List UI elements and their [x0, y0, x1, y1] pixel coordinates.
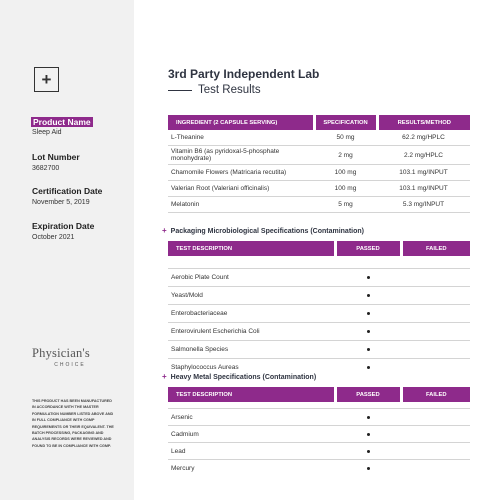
failed-cell	[401, 460, 470, 477]
table-row	[168, 304, 470, 322]
table-row	[168, 286, 470, 304]
test-description: Enterobacteriaceae	[168, 304, 335, 322]
brand-logo	[32, 346, 108, 368]
passed-bullet-icon	[367, 330, 370, 333]
passed-bullet-icon	[367, 450, 370, 453]
table-header-row	[168, 387, 470, 402]
table-row	[168, 130, 470, 146]
metal-section-title-text: Heavy Metal Specifications (Contamination)	[170, 374, 317, 381]
ingredient-spec: 2 mg	[314, 146, 377, 165]
failed-cell	[401, 304, 470, 322]
table-row	[168, 268, 470, 286]
col-header-test-description: TEST DESCRIPTION	[168, 387, 335, 402]
failed-cell	[401, 322, 470, 340]
passed-cell	[335, 409, 401, 426]
table-header-row	[168, 115, 470, 130]
plus-icon: +	[162, 372, 167, 381]
table-row	[168, 409, 470, 426]
passed-cell	[335, 426, 401, 443]
table-row	[168, 197, 470, 213]
table-row	[168, 460, 470, 477]
metal-section-title	[162, 372, 316, 381]
certification-date-value: November 5, 2019	[32, 199, 90, 206]
passed-bullet-icon	[367, 312, 370, 315]
test-description: Yeast/Mold	[168, 286, 335, 304]
ingredient-result: 103.1 mg/INPUT	[377, 165, 470, 181]
failed-cell	[401, 426, 470, 443]
ingredient-result: 103.1 mg/INPUT	[377, 181, 470, 197]
page-subtitle	[168, 84, 261, 96]
test-description: Enterovirulent Escherichia Coli	[168, 322, 335, 340]
table-row	[168, 443, 470, 460]
failed-cell	[401, 409, 470, 426]
passed-bullet-icon	[367, 433, 370, 436]
micro-section-title	[162, 226, 364, 235]
failed-cell	[401, 443, 470, 460]
compliance-fine-print: THIS PRODUCT HAS BEEN MANUFACTURED IN ACCORDANCE WITH THE MASTER FORMULATION NUMBER LISTED ABOVE AND IN FULL COMPLIANCE WITH CGMP REQUIREMENTS OR THEIR EQUIVALENT. THE BATCH PROCESSING, PACKAGING AND ANALYSIS RECORDS WERE REVIEWED AND FOUND TO BE IN COMPLIANCE WITH CGMP.	[32, 399, 114, 448]
page-subtitle-text: Test Results	[198, 84, 261, 96]
col-header-results: RESULTS/METHOD	[377, 115, 470, 130]
passed-bullet-icon	[367, 276, 370, 279]
ingredients-table	[168, 115, 470, 213]
expiration-date-label: Expiration Date	[32, 221, 95, 231]
passed-bullet-icon	[367, 416, 370, 419]
sidebar	[0, 0, 134, 500]
ingredient-name: L-Theanine	[168, 130, 314, 146]
logo-name: Physician's	[32, 346, 90, 360]
passed-bullet-icon	[367, 366, 370, 369]
test-description: Mercury	[171, 464, 195, 472]
table-row	[168, 340, 470, 358]
col-header-passed: PASSED	[335, 241, 401, 256]
passed-cell	[335, 268, 401, 286]
failed-cell	[401, 286, 470, 304]
failed-cell	[401, 268, 470, 286]
ingredient-spec: 100 mg	[314, 165, 377, 181]
col-header-failed: FAILED	[401, 387, 470, 402]
metal-table	[168, 387, 470, 477]
test-description: Staphylococcus Aureas	[171, 363, 239, 371]
passed-cell	[335, 460, 401, 477]
passed-bullet-icon	[367, 467, 370, 470]
test-description: Salmonella Species	[168, 340, 335, 358]
col-header-passed: PASSED	[335, 387, 401, 402]
ingredient-result: 62.2 mg/HPLC	[377, 130, 470, 146]
micro-table	[168, 241, 470, 376]
ingredient-name: Chamomile Flowers (Matricaria recutita)	[168, 165, 314, 181]
ingredient-name: Valerian Root (Valeriani officinalis)	[168, 181, 314, 197]
test-description: Lead	[168, 443, 335, 460]
passed-bullet-icon	[367, 294, 370, 297]
product-name-label: Product Name	[33, 117, 91, 127]
table-row	[168, 165, 470, 181]
col-header-specification: SPECIFICATION	[314, 115, 377, 130]
table-row	[168, 181, 470, 197]
ingredient-name: Vitamin B6 (as pyridoxal-5-phosphate monohydrate)	[168, 146, 314, 165]
failed-cell	[401, 340, 470, 358]
col-header-ingredient: INGREDIENT (2 CAPSULE SERVING)	[168, 115, 314, 130]
passed-cell	[335, 443, 401, 460]
passed-cell	[335, 304, 401, 322]
plus-icon: +	[162, 226, 167, 235]
ingredient-name: Melatonin	[168, 197, 314, 213]
test-description: Cadmium	[168, 426, 335, 443]
page-title: 3rd Party Independent Lab	[168, 67, 320, 81]
ingredient-result: 2.2 mg/HPLC	[377, 146, 470, 165]
certification-date-label: Certification Date	[32, 186, 103, 196]
table-row	[168, 426, 470, 443]
col-header-test-description: TEST DESCRIPTION	[168, 241, 335, 256]
lot-number-label: Lot Number	[32, 152, 80, 162]
ingredient-result: 5.3 mg/INPUT	[377, 197, 470, 213]
micro-section-title-text: Packaging Microbiological Specifications (Contamination)	[170, 228, 364, 235]
passed-cell	[335, 286, 401, 304]
plus-logo-icon: +	[34, 67, 59, 92]
passed-cell	[335, 322, 401, 340]
table-row	[168, 146, 470, 165]
table-spacer-row	[168, 256, 470, 268]
table-row	[168, 322, 470, 340]
passed-cell	[335, 358, 401, 376]
ingredient-spec: 50 mg	[314, 130, 377, 146]
subtitle-rule	[168, 90, 192, 91]
passed-cell	[335, 340, 401, 358]
test-description: Arsenic	[168, 409, 335, 426]
test-description: Aerobic Plate Count	[168, 268, 335, 286]
col-header-failed: FAILED	[401, 241, 470, 256]
passed-bullet-icon	[367, 348, 370, 351]
ingredient-spec: 100 mg	[314, 181, 377, 197]
product-name-value: Sleep Aid	[32, 129, 62, 136]
lot-number-value: 3682700	[32, 165, 60, 172]
table-header-row	[168, 241, 470, 256]
failed-cell	[401, 358, 470, 376]
ingredient-spec: 5 mg	[314, 197, 377, 213]
expiration-date-value: October 2021	[32, 234, 75, 241]
logo-subtitle: CHOICE	[54, 362, 86, 368]
